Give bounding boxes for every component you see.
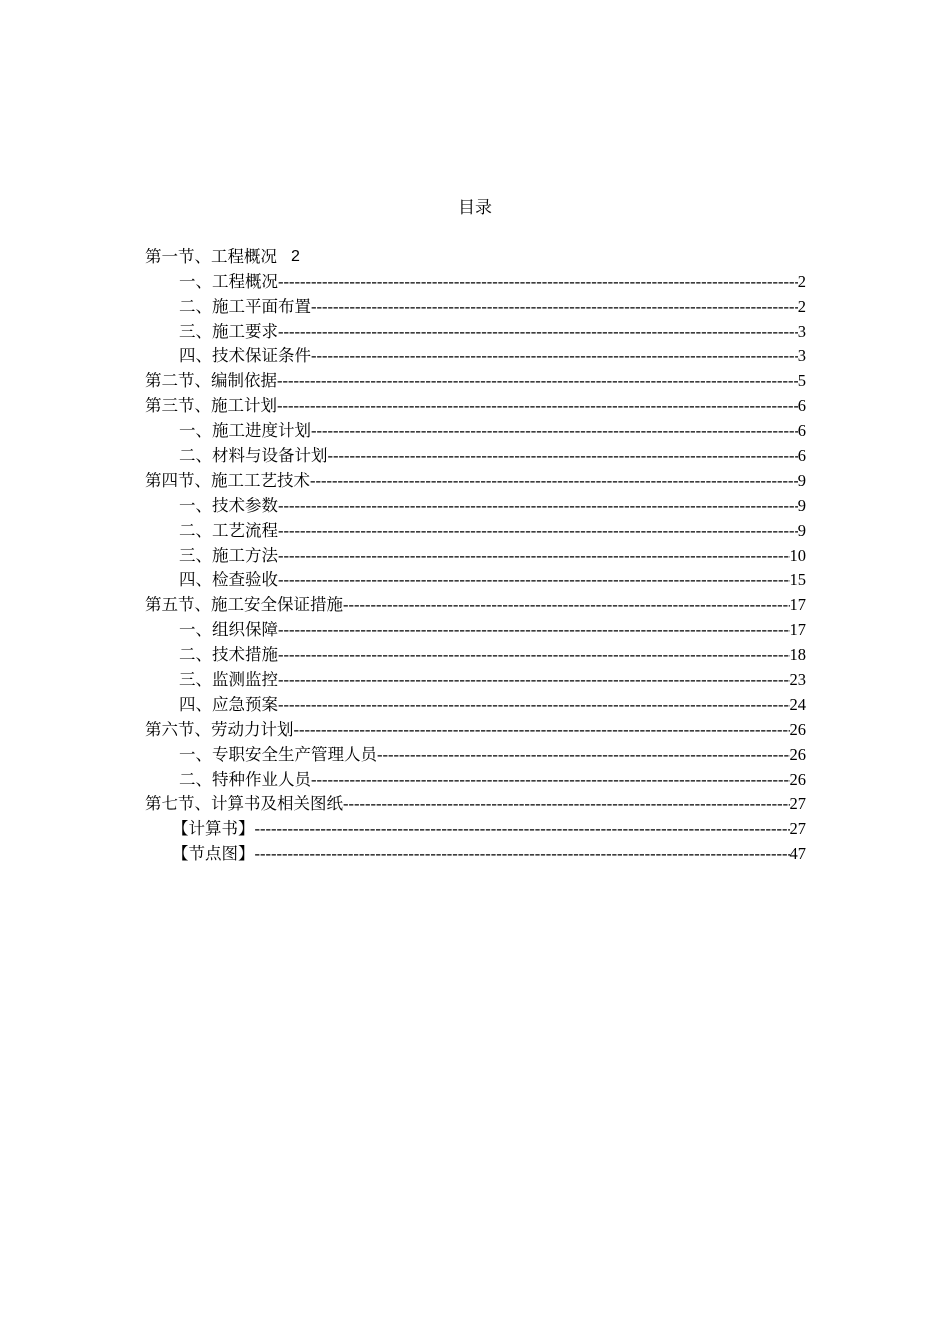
toc-page-number: 26 xyxy=(789,744,806,764)
toc-dot-leader xyxy=(278,271,798,293)
toc-page-number: 9 xyxy=(797,520,806,540)
toc-page-number: 17 xyxy=(789,595,806,615)
toc-subsection-entry[interactable] xyxy=(145,268,806,293)
toc-entry-label: 第二节、编制依据 xyxy=(145,371,277,391)
toc-entry-label: 一、技术参数 xyxy=(179,495,278,515)
toc-subsection-entry[interactable] xyxy=(145,492,806,517)
toc-entry-label: 四、技术保证条件 xyxy=(179,346,311,366)
toc-entry-label: 第四节、施工工艺技术 xyxy=(145,470,310,490)
toc-entry-label: 二、特种作业人员 xyxy=(179,769,311,789)
toc-page-number: 27 xyxy=(789,794,806,814)
toc-dot-leader xyxy=(278,520,798,542)
toc-dot-leader xyxy=(311,345,798,367)
toc-entry-label: 二、工艺流程 xyxy=(179,520,278,540)
toc-entry-label: 【计算书】 xyxy=(172,819,255,839)
toc-entry-label: 第一节、工程概况 xyxy=(145,246,277,266)
toc-subsection-entry[interactable] xyxy=(145,691,806,716)
toc-subsection-entry[interactable] xyxy=(145,641,806,666)
toc-entry-label: 三、监测监控 xyxy=(179,670,278,690)
toc-page-number: 18 xyxy=(789,645,806,665)
toc-dot-leader xyxy=(278,495,798,517)
toc-subsection-entry[interactable] xyxy=(145,293,806,318)
toc-page-number: 3 xyxy=(797,346,806,366)
toc-subsection-entry[interactable] xyxy=(145,840,806,865)
toc-subsection-entry[interactable] xyxy=(145,766,806,791)
toc-page-number: 9 xyxy=(797,470,806,490)
toc-page-number: 15 xyxy=(789,570,806,590)
toc-page-number: 6 xyxy=(797,421,806,441)
toc-entry-label: 四、应急预案 xyxy=(179,694,278,714)
toc-page-number: 9 xyxy=(797,495,806,515)
toc-dot-leader xyxy=(311,420,798,442)
toc-page-number: 2 xyxy=(291,247,300,265)
table-of-contents xyxy=(145,243,806,865)
toc-page-number: 24 xyxy=(789,694,806,714)
toc-dot-leader xyxy=(255,818,790,840)
toc-dot-leader xyxy=(277,370,798,392)
toc-entry-label: 第三节、施工计划 xyxy=(145,396,277,416)
toc-entry-label: 二、施工平面布置 xyxy=(179,296,311,316)
toc-entry-label: 第七节、计算书及相关图纸 xyxy=(145,794,343,814)
toc-entry-label: 一、专职安全生产管理人员 xyxy=(179,744,377,764)
toc-dot-leader xyxy=(278,644,790,666)
toc-entry-label: 一、施工进度计划 xyxy=(179,421,311,441)
toc-dot-leader xyxy=(278,569,790,591)
toc-entry-label: 第六节、劳动力计划 xyxy=(145,719,294,739)
toc-entry-label: 一、组织保障 xyxy=(179,620,278,640)
toc-subsection-entry[interactable] xyxy=(145,442,806,467)
toc-page-number: 26 xyxy=(789,719,806,739)
toc-entry-label: 三、施工方法 xyxy=(179,545,278,565)
toc-subsection-entry[interactable] xyxy=(145,417,806,442)
toc-subsection-entry[interactable] xyxy=(145,517,806,542)
toc-dot-leader xyxy=(278,545,790,567)
toc-page-number: 3 xyxy=(797,321,806,341)
toc-dot-leader xyxy=(377,744,790,766)
toc-dot-leader xyxy=(328,445,798,467)
toc-page-number: 17 xyxy=(789,620,806,640)
toc-page-number: 10 xyxy=(789,545,806,565)
toc-subsection-entry[interactable] xyxy=(145,542,806,567)
toc-page-number: 2 xyxy=(797,296,806,316)
toc-dot-leader xyxy=(278,669,790,691)
toc-subsection-entry[interactable] xyxy=(145,343,806,368)
toc-entry-label: 四、检查验收 xyxy=(179,570,278,590)
toc-dot-leader xyxy=(310,470,798,492)
toc-dot-leader xyxy=(343,793,790,815)
toc-page-number: 47 xyxy=(789,844,806,864)
toc-section-entry[interactable] xyxy=(145,367,806,392)
toc-page-number: 23 xyxy=(789,670,806,690)
toc-dot-leader xyxy=(294,719,790,741)
toc-subsection-entry[interactable] xyxy=(145,741,806,766)
toc-section-entry[interactable] xyxy=(145,591,806,616)
toc-dot-leader xyxy=(343,594,790,616)
toc-dot-leader xyxy=(311,296,798,318)
toc-section-entry[interactable] xyxy=(145,243,806,268)
toc-dot-leader xyxy=(311,769,790,791)
toc-page-number: 26 xyxy=(789,769,806,789)
toc-title: 目录 xyxy=(458,198,492,217)
toc-dot-leader xyxy=(255,843,790,865)
toc-entry-label: 二、技术措施 xyxy=(179,645,278,665)
toc-page-number: 2 xyxy=(797,271,806,291)
toc-section-entry[interactable] xyxy=(145,716,806,741)
toc-dot-leader xyxy=(278,694,790,716)
toc-section-entry[interactable] xyxy=(145,392,806,417)
toc-dot-leader xyxy=(277,395,798,417)
toc-page-number: 5 xyxy=(797,371,806,391)
toc-dot-leader xyxy=(278,619,790,641)
toc-subsection-entry[interactable] xyxy=(145,318,806,343)
toc-entry-label: 第五节、施工安全保证措施 xyxy=(145,595,343,615)
toc-section-entry[interactable] xyxy=(145,791,806,816)
toc-page-number: 6 xyxy=(797,396,806,416)
toc-entry-label: 二、材料与设备计划 xyxy=(179,446,328,466)
toc-entry-label: 三、施工要求 xyxy=(179,321,278,341)
toc-subsection-entry[interactable] xyxy=(145,815,806,840)
toc-subsection-entry[interactable] xyxy=(145,666,806,691)
toc-subsection-entry[interactable] xyxy=(145,567,806,592)
toc-dot-leader xyxy=(278,321,798,343)
toc-entry-label: 【节点图】 xyxy=(172,844,255,864)
toc-section-entry[interactable] xyxy=(145,467,806,492)
toc-entry-label: 一、工程概况 xyxy=(179,271,278,291)
toc-page-number: 6 xyxy=(797,446,806,466)
toc-subsection-entry[interactable] xyxy=(145,616,806,641)
toc-page-number: 27 xyxy=(789,819,806,839)
